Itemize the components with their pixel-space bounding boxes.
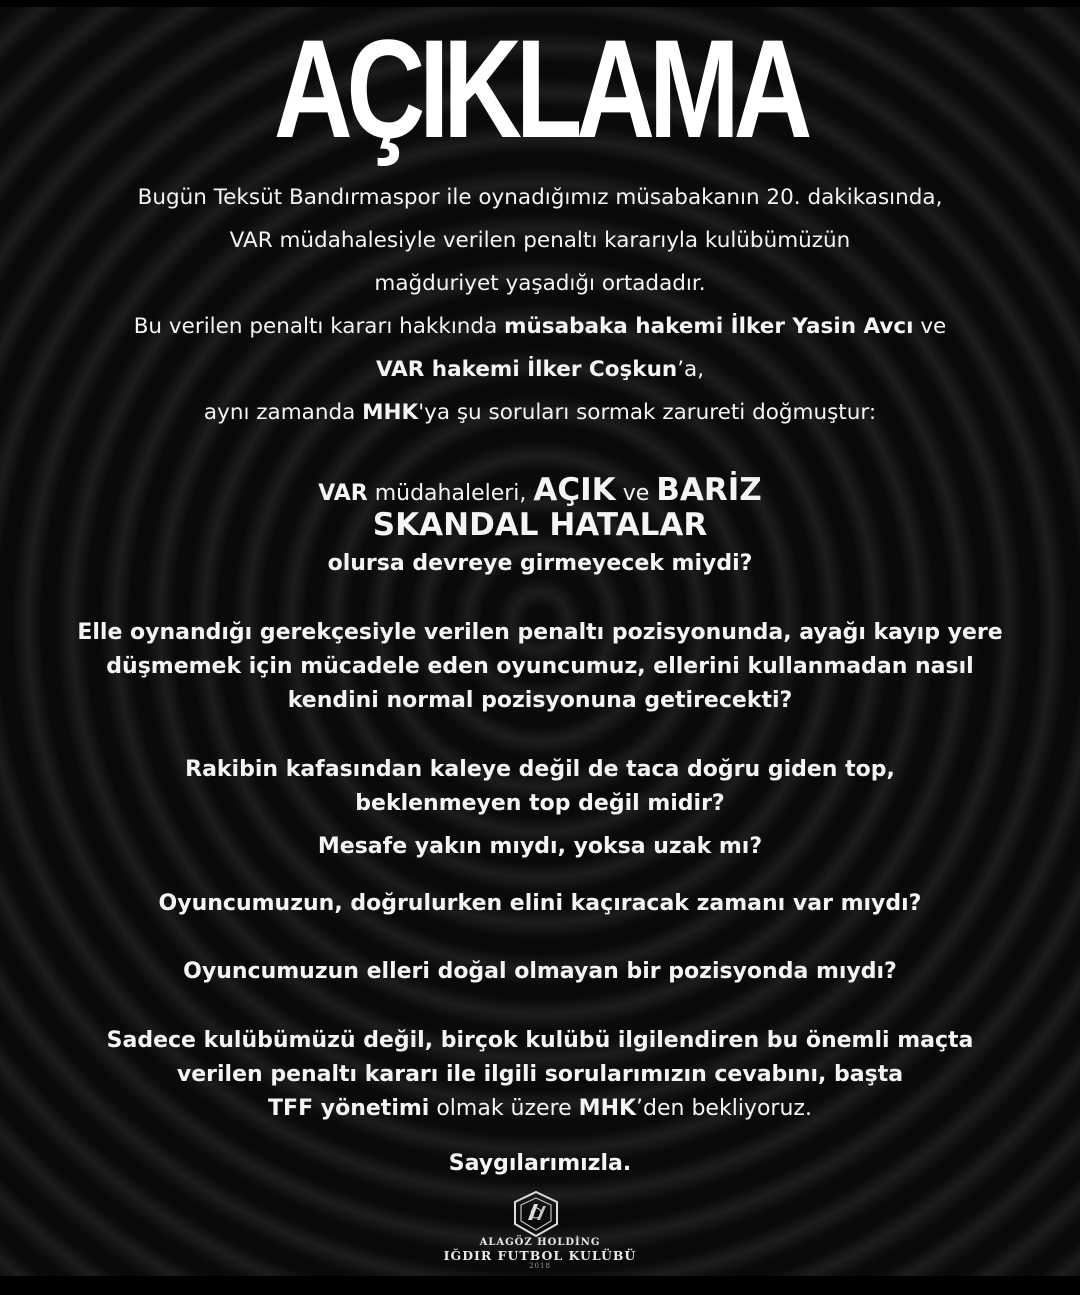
question-4: Oyuncumuzun, doğrulurken elini kaçıracak zamanı var mıydı? [158, 891, 922, 916]
intro-line-3: mağduriyet yaşadığı ortadadır. [374, 271, 706, 296]
intro-line-1: Bugün Teksüt Bandırmaspor ile oynadığımız müsabakanın 20. dakikasında, [137, 185, 943, 210]
closing-text: ’den bekliyoruz. [636, 1096, 812, 1121]
closing-line-2: verilen penaltı kararı ile ilgili sorularımızın cevabını, başta [176, 1062, 904, 1087]
var-referee-name: VAR hakemi İlker Coşkun [375, 357, 678, 382]
intro-line-5 [0, 355, 1080, 385]
question-3-line-1: Rakibin kafasından kaleye değil de taca doğru giden top, [185, 757, 895, 782]
signoff: Saygılarımızla. [448, 1151, 632, 1176]
q1-text: ve [615, 481, 657, 506]
intro-text: ’a, [677, 357, 705, 382]
logo-holding-text: ALAGÖZ HOLDİNG [479, 1237, 601, 1248]
closing-text: olmak üzere [429, 1096, 579, 1121]
bottom-border [0, 1276, 1080, 1295]
q1-bariz: BARİZ [656, 472, 762, 508]
intro-line-6 [0, 398, 1080, 428]
question-2-line-3: kendini normal pozisyonuna getirecekti? [287, 688, 793, 713]
top-border [0, 0, 1080, 7]
logo-club-name: IĞDIR FUTBOL KULÜBÜ [443, 1248, 637, 1263]
closing-line-3 [0, 1093, 1080, 1125]
question-1-line-2: SKANDAL HATALAR [372, 507, 708, 543]
mhk-label: MHK [362, 400, 419, 425]
intro-text: ve [913, 314, 947, 339]
question-2-line-1: Elle oynandığı gerekçesiyle verilen penaltı pozisyonunda, ayağı kayıp yere [77, 620, 1003, 645]
question-3-line-3: Mesafe yakın mıydı, yoksa uzak mı? [317, 834, 763, 859]
tff-label: TFF yönetimi [268, 1096, 430, 1121]
club-crest-icon [510, 1190, 562, 1238]
intro-text: 'ya şu soruları sormak zarureti doğmuştur: [418, 400, 877, 425]
intro-text: Bu verilen penaltı kararı hakkında [133, 314, 505, 339]
question-2-line-2: düşmemek için mücadele eden oyuncumuz, ellerini kullanmadan nasıl [106, 654, 974, 679]
intro-line-4 [0, 312, 1080, 342]
question-3-line-2: beklenmeyen top değil midir? [355, 791, 725, 816]
closing-line-1: Sadece kulübümüzü değil, birçok kulübü ilgilendiren bu önemli maçta [106, 1028, 974, 1053]
q1-acik: AÇIK [533, 472, 616, 508]
referee-name: müsabaka hakemi İlker Yasin Avcı [504, 314, 914, 339]
q1-var: VAR [318, 481, 368, 506]
question-1-line-3: olursa devreye girmeyecek miydi? [327, 551, 753, 576]
page-title: AÇIKLAMA [273, 10, 807, 167]
intro-text: aynı zamanda [203, 400, 363, 425]
question-1-line-1 [0, 470, 1080, 510]
logo-year: 2018 [529, 1262, 551, 1270]
question-5: Oyuncumuzun elleri doğal olmayan bir pozisyonda mıydı? [183, 959, 897, 984]
intro-line-2: VAR müdahalesiyle verilen penaltı kararıyla kulübümüzün [229, 228, 851, 253]
mhk-label: MHK [578, 1096, 637, 1121]
q1-text: müdahaleleri, [367, 481, 534, 506]
